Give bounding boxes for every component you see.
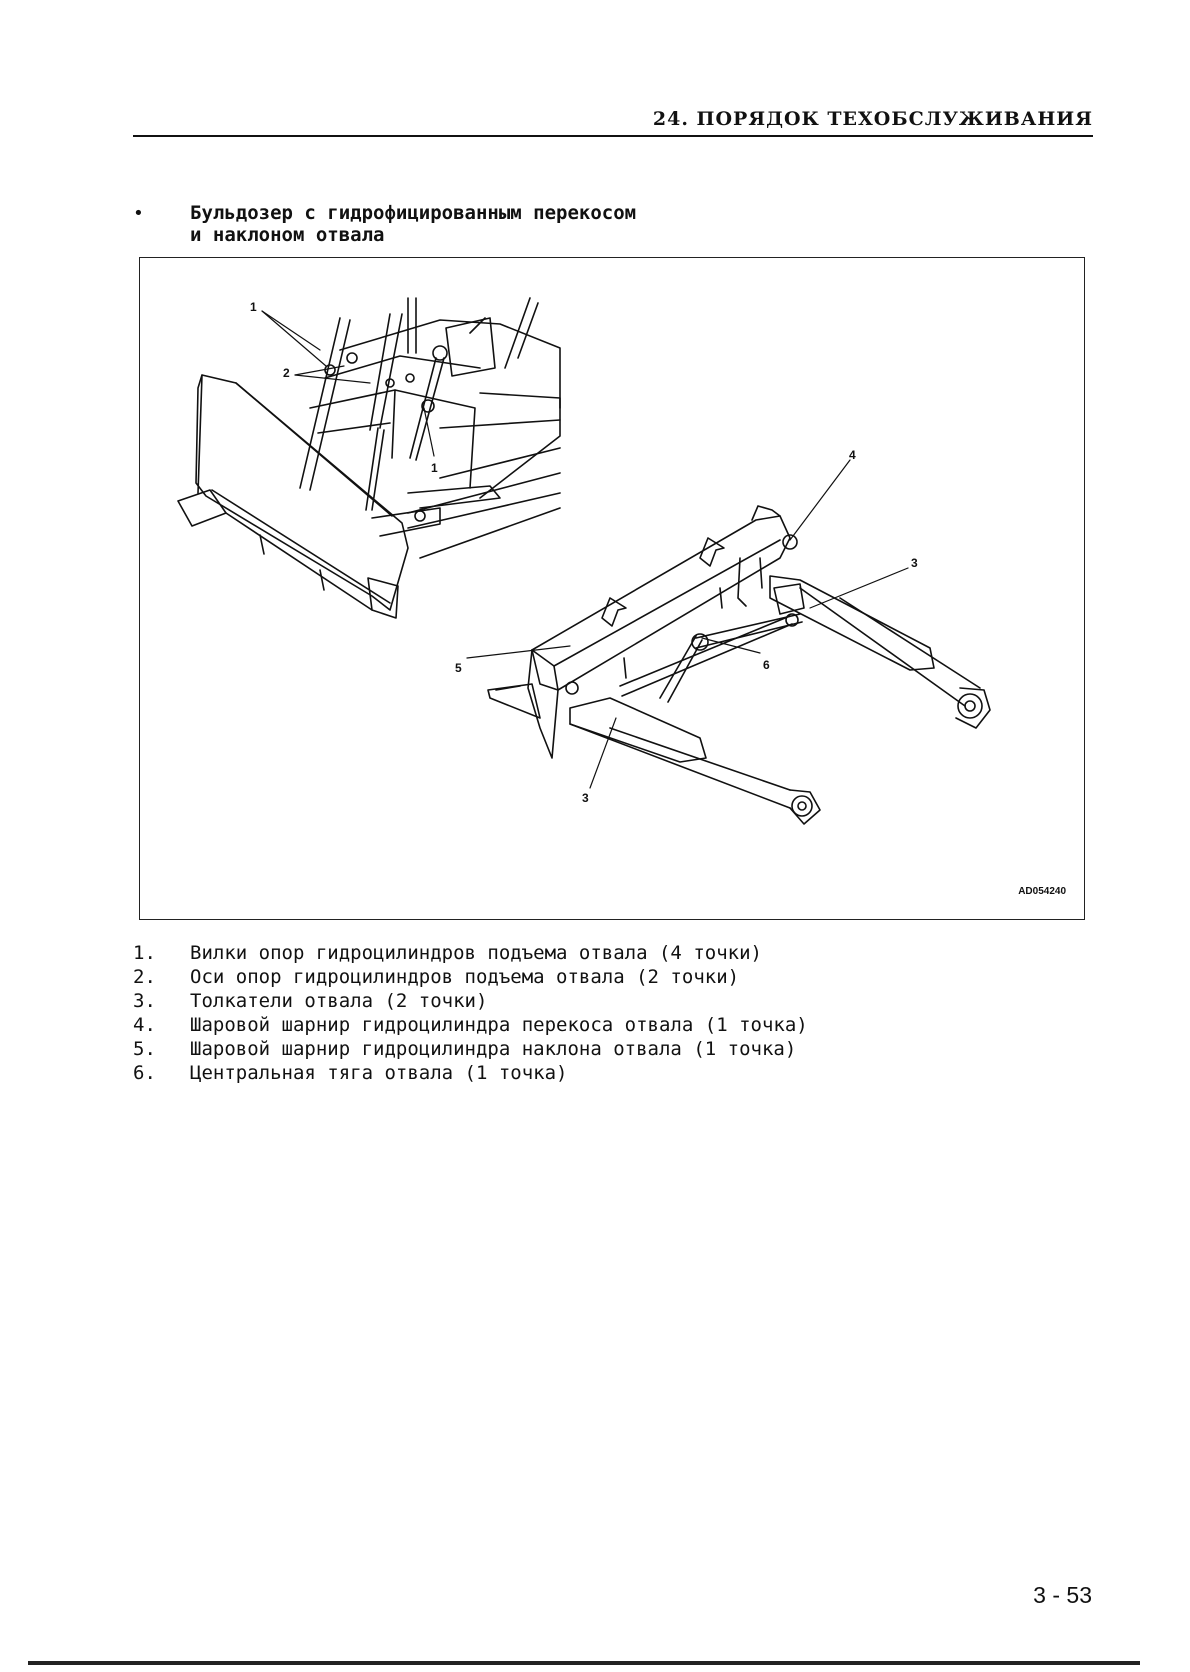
- callout-3-lower: 3: [582, 791, 589, 805]
- bullet-marker: •: [133, 203, 144, 224]
- legend-item-text: Шаровой шарнир гидроцилиндра перекоса отвала (1 точка): [190, 1014, 808, 1036]
- legend-item-number: 2.: [133, 966, 156, 988]
- legend-item-number: 1.: [133, 942, 156, 964]
- blade-frame-assembly: [488, 506, 990, 824]
- legend-item: [133, 941, 808, 965]
- bulldozer-drawing: [140, 258, 1086, 921]
- callout-2: 2: [283, 366, 290, 380]
- callout-1-upper: 1: [250, 300, 257, 314]
- footer-divider: [28, 1661, 1140, 1665]
- legend-item: [133, 1013, 808, 1037]
- legend-item-text: Шаровой шарнир гидроцилиндра наклона отвала (1 точка): [190, 1038, 797, 1060]
- header-divider: [133, 135, 1093, 137]
- legend-item: [133, 989, 808, 1013]
- legend-item-number: 6.: [133, 1062, 156, 1084]
- legend-item-number: 4.: [133, 1014, 156, 1036]
- legend-item: [133, 965, 808, 989]
- legend-item: [133, 1037, 808, 1061]
- bulldozer-lubrication-figure: [139, 257, 1085, 920]
- legend-item-number: 3.: [133, 990, 156, 1012]
- legend-item-text: Толкатели отвала (2 точки): [190, 990, 488, 1012]
- callout-3-upper: 3: [911, 556, 918, 570]
- figure-code: AD054240: [1018, 886, 1066, 897]
- callout-4: 4: [849, 448, 856, 462]
- legend-item-text: Оси опор гидроцилиндров подъема отвала (2 точки): [190, 966, 740, 988]
- callout-1-lower: 1: [431, 461, 438, 475]
- bulldozer-front-view: [178, 298, 560, 618]
- section-title: [190, 202, 636, 246]
- callout-6: 6: [763, 658, 770, 672]
- legend-item-text: Центральная тяга отвала (1 точка): [190, 1062, 568, 1084]
- section-title-line-2: и наклоном отвала: [190, 224, 385, 246]
- page-header-title: 24. ПОРЯДОК ТЕХОБСЛУЖИВАНИЯ: [652, 108, 1093, 130]
- page-number: 3 - 53: [1033, 1582, 1092, 1608]
- callout-leader-lines: [262, 311, 908, 788]
- legend-list: [133, 941, 808, 1085]
- legend-item: [133, 1061, 808, 1085]
- legend-item-number: 5.: [133, 1038, 156, 1060]
- callout-5: 5: [455, 661, 462, 675]
- legend-item-text: Вилки опор гидроцилиндров подъема отвала (4 точки): [190, 942, 762, 964]
- section-title-line-1: Бульдозер с гидрофицированным перекосом: [190, 202, 637, 224]
